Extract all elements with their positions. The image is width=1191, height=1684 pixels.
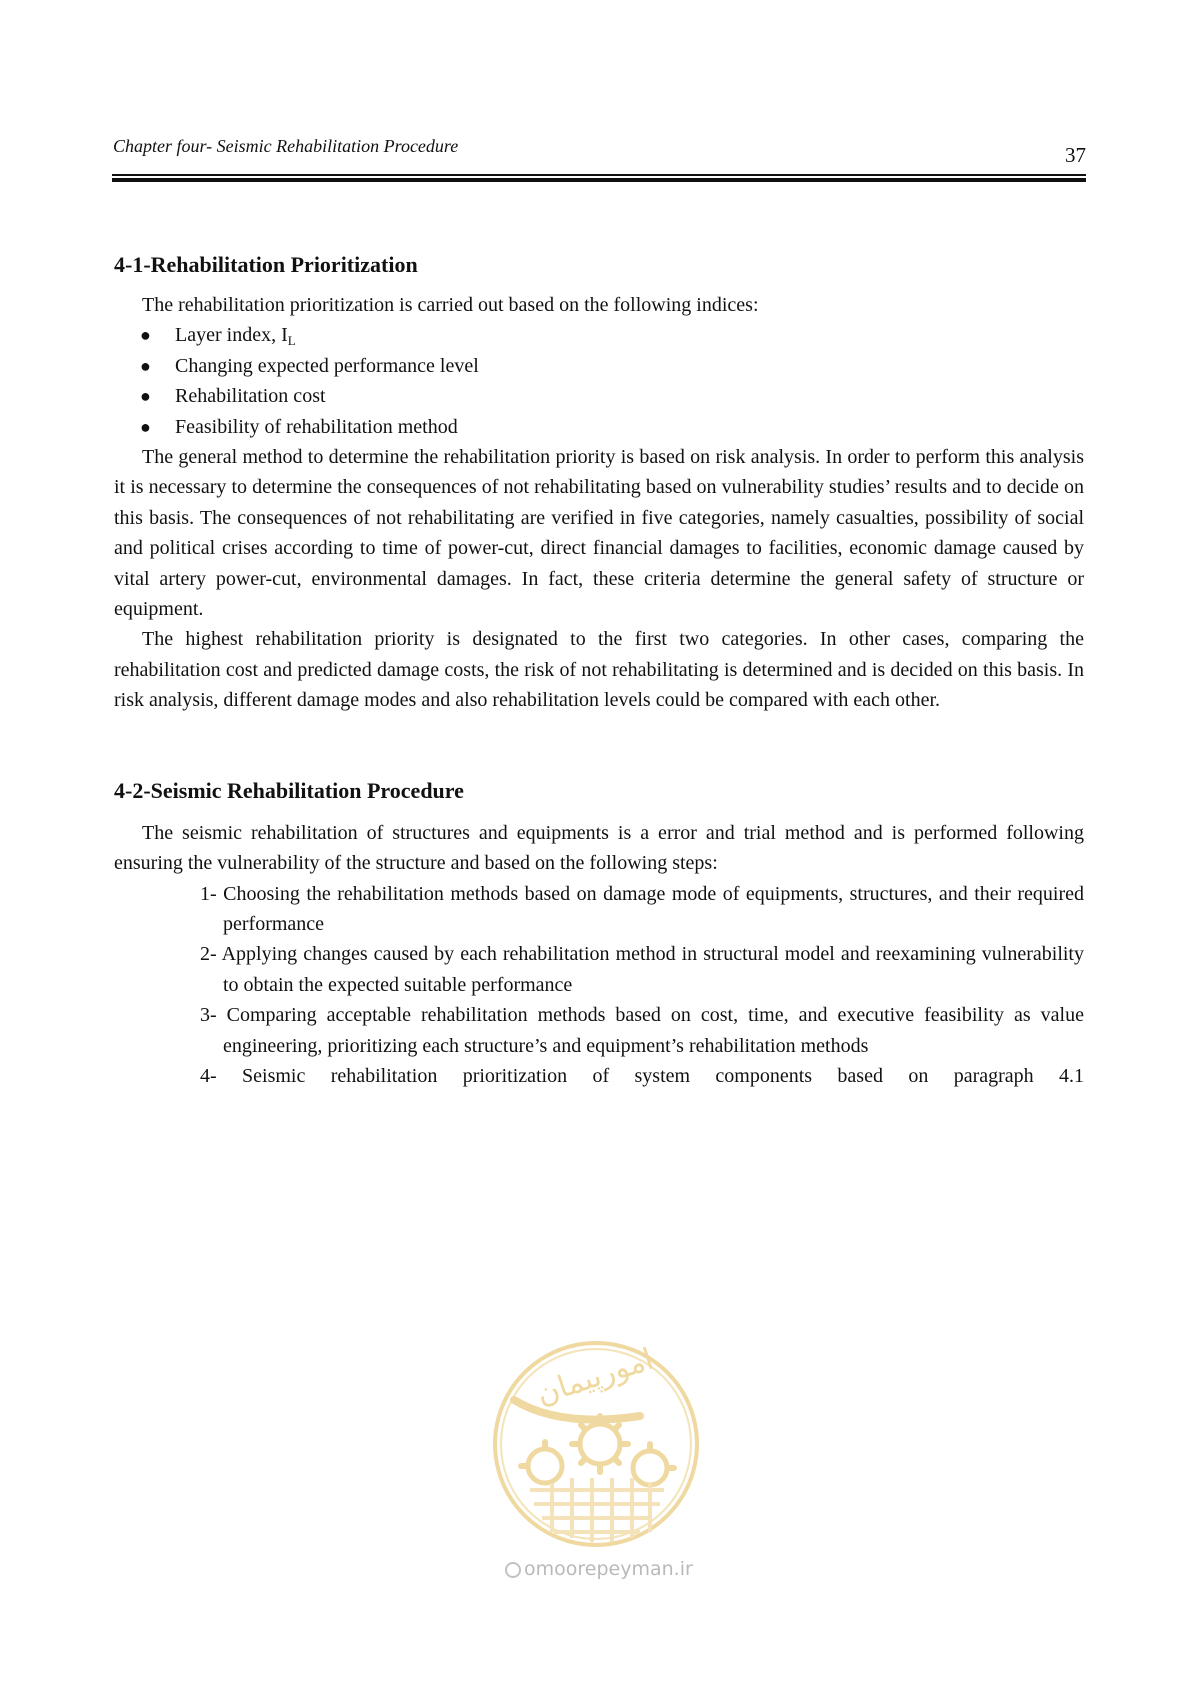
bullet-icon: ● [140,416,151,437]
list-item: 3- Comparing acceptable rehabilitation methods based on cost, time, and executive feasibility as value engineering, prioritizing each structure’s and equipment’s rehabilitation methods [200,1004,1084,1057]
section-heading: 4-1-Rehabilitation Prioritization [114,252,418,277]
bullet-icon: ● [140,325,151,346]
watermark-site: omoorepeyman.ir [505,1558,695,1580]
svg-text:امورپیمان: امورپیمان [532,1341,658,1413]
list-item: 4- Seismic rehabilitation prioritization of system components based on paragraph 4.1 [200,1064,1084,1087]
page-number: 37 [1065,143,1086,167]
list-item: 1- Choosing the rehabilitation methods based on damage mode of equipments, structures, and their required performance [200,882,1084,935]
list-item: ● Changing expected performance level [175,351,1084,381]
section-rehabilitation-prioritization [114,250,1084,716]
page-body [114,250,1084,1091]
section-intro: The rehabilitation prioritization is carried out based on the following indices: [142,294,759,316]
body-paragraph: The general method to determine the rehabilitation priority is based on risk analysis. In order to perform this analysis it is necessary to determine the consequences of not rehabilitating based on vulnerability studies’ results and to decide on this basis. The consequences of not rehabilitating are verified in five categories, namely casualties, possibility of social and political crises according to time of power-cut, direct financial damages to facilities, economic damage caused by vital artery power-cut, environmental damages. In fact, these criteria determine the general safety of structure or equipment. [114,446,1084,621]
chapter-title: Chapter four- Seismic Rehabilitation Procedure [113,136,459,156]
steps-list [114,879,1084,1092]
globe-icon [505,1562,521,1578]
list-item: ● Rehabilitation cost [175,381,1084,411]
list-item: ● Feasibility of rehabilitation method [175,412,1084,442]
section-intro: The seismic rehabilitation of structures and equipments is a error and trial method and is performed following ensuring the vulnerability of the structure and based on the following steps: [114,821,1084,875]
page-header [112,136,1086,182]
bullet-icon: ● [140,386,151,407]
section-seismic-rehabilitation-procedure [114,776,1084,1092]
header-rule-thick [112,178,1086,182]
body-paragraph: The highest rehabilitation priority is designated to the first two categories. In other cases, comparing the rehabilitation cost and predicted damage costs, the risk of not rehabilitating is determined and is decided on this basis. In risk analysis, different damage modes and also rehabilitation levels could be compared with each other. [114,628,1084,712]
section-heading: 4-2-Seismic Rehabilitation Procedure [114,777,464,803]
watermark-seal-logo [490,1338,702,1550]
list-item: ● Layer index, $I_L$ [175,320,1084,350]
indices-list [114,320,1084,442]
list-item: 2- Applying changes caused by each rehabilitation method in structural model and reexamining vulnerability to obtain the expected suitable performance [200,943,1084,996]
header-rule-thin [112,174,1086,176]
bullet-icon: ● [140,355,151,376]
